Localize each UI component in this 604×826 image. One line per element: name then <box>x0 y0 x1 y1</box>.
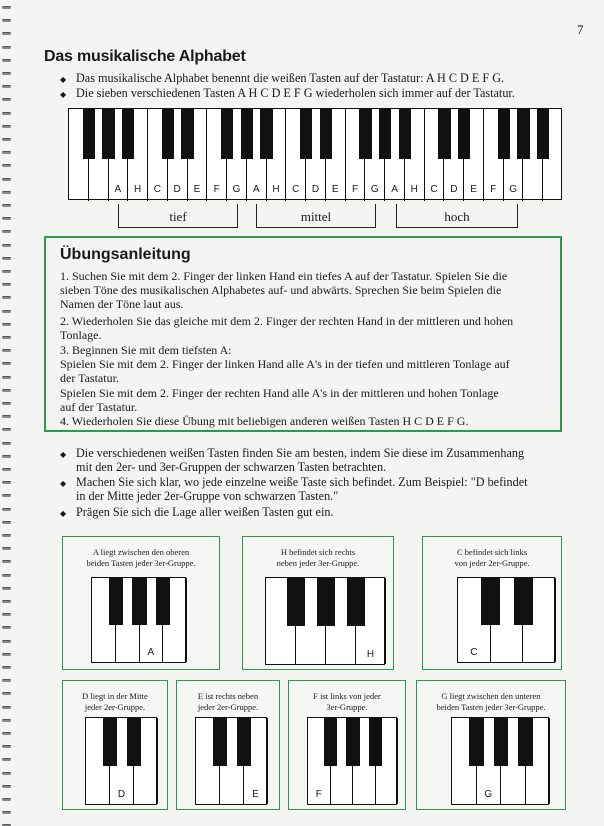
black-key <box>379 109 391 159</box>
spiral-ring <box>2 732 11 735</box>
spiral-ring <box>2 547 11 550</box>
black-key <box>359 109 371 159</box>
spiral-ring <box>2 772 11 775</box>
spiral-ring <box>2 376 11 379</box>
mini-key-label: H <box>366 649 375 660</box>
black-key <box>517 109 529 159</box>
diamond-bullet-icon: ◆ <box>60 509 67 518</box>
key-label: D <box>311 184 320 195</box>
exercise-line: sieben Töne des musikalischen Alphabetes auf- und abwärts. Sprechen Sie beim Spielen die <box>60 283 502 297</box>
mini-black-key <box>103 718 117 766</box>
spiral-ring <box>2 626 11 629</box>
key-label: E <box>470 184 477 195</box>
black-key <box>300 109 312 159</box>
key-label: A <box>252 184 260 195</box>
spiral-ring <box>2 494 11 497</box>
key-label: H <box>134 184 142 195</box>
exercise-box <box>44 236 562 432</box>
mini-black-key <box>132 578 146 625</box>
spiral-ring <box>2 296 11 299</box>
spiral-ring <box>2 389 11 392</box>
note-card-a: A liegt zwischen den oberen beiden Tasten jeder 3er-Gruppe. A <box>62 536 220 670</box>
range-low-bracket: tief <box>118 204 238 228</box>
key-label: E <box>193 184 201 195</box>
spiral-ring <box>2 481 11 484</box>
spiral-ring <box>2 428 11 431</box>
exercise-line: Tonlage. <box>60 328 102 342</box>
black-key <box>221 109 233 159</box>
diamond-bullet-icon: ◆ <box>60 75 67 84</box>
spiral-ring <box>2 257 11 260</box>
spiral-ring <box>2 745 11 748</box>
mini-black-key <box>287 578 305 626</box>
key-label: C <box>292 184 300 195</box>
spiral-ring <box>2 666 11 669</box>
piano-keyboard <box>68 108 562 200</box>
spiral-ring <box>2 310 11 313</box>
spiral-ring <box>2 6 11 9</box>
spiral-ring <box>2 178 11 181</box>
spiral-ring <box>2 349 11 352</box>
spiral-ring <box>2 402 11 405</box>
mini-key-label: A <box>147 647 155 658</box>
key-label: A <box>114 184 122 195</box>
exercise-line: 4. Wiederholen Sie diese Übung mit beliebigen anderen weißen Tasten H C D E F G. <box>60 414 469 428</box>
note-card-f: F ist links von jeder 3er-Gruppe. F <box>288 680 406 810</box>
spiral-ring <box>2 336 11 339</box>
mini-key-label: C <box>470 647 478 658</box>
key-label: F <box>490 184 497 195</box>
bullet-item: ◆ Die sieben verschiedenen Tasten A H C D E F G wiederholen sich immer auf der Tastatur. <box>60 86 515 100</box>
exercise-line: Spielen Sie mit dem 2. Finger der rechten Hand alle A's in der mittleren und hohen Tonlage <box>60 386 499 400</box>
note-card-g: G liegt zwischen den unteren beiden Tasten jeder 3er-Gruppe. G <box>416 680 566 810</box>
spiral-ring <box>2 270 11 273</box>
exercise-line: Namen der Töne laut aus. <box>60 297 184 311</box>
spiral-ring <box>2 204 11 207</box>
spiral-ring <box>2 415 11 418</box>
bullet-item: ◆ Das musikalische Alphabet benennt die weißen Tasten auf der Tastatur: A H C D E F G. <box>60 71 505 85</box>
page-title: Das musikalische Alphabet <box>44 48 246 65</box>
spiral-ring <box>2 125 11 128</box>
spiral-ring <box>2 706 11 709</box>
spiral-ring <box>2 59 11 62</box>
range-mid-bracket: mittel <box>256 204 376 228</box>
mini-black-key <box>127 718 141 766</box>
spiral-ring <box>2 758 11 761</box>
spiral-ring <box>2 811 11 814</box>
spiral-ring <box>2 362 11 365</box>
mini-keyboard <box>85 717 157 805</box>
black-key <box>122 109 134 159</box>
note-card-c: C befindet sich links von jeder 2er-Gruppe. C <box>422 536 562 670</box>
key-label: G <box>370 184 379 195</box>
key-label: H <box>410 184 418 195</box>
mini-black-key <box>346 718 360 766</box>
note-card-e: E ist rechts neben jeder 2er-Gruppe. E <box>176 680 280 810</box>
spiral-ring <box>2 468 11 471</box>
key-label: A <box>391 184 398 195</box>
mini-black-key <box>369 718 383 766</box>
mini-black-key <box>518 718 533 766</box>
mini-keyboard <box>91 577 186 663</box>
exercise-heading: Übungsanleitung <box>60 246 191 263</box>
mini-keyboard <box>265 577 385 665</box>
note-card-d: D liegt in der Mitte jeder 2er-Gruppe. D <box>62 680 168 810</box>
mini-black-key <box>514 578 534 625</box>
page-number: 7 <box>577 22 584 37</box>
black-key <box>438 109 450 159</box>
spiral-ring <box>2 283 11 286</box>
spiral-ring <box>2 560 11 563</box>
spiral-ring <box>2 98 11 101</box>
mini-black-key <box>109 578 123 625</box>
mini-key-label: G <box>484 789 493 800</box>
spiral-ring <box>2 138 11 141</box>
spiral-ring <box>2 719 11 722</box>
exercise-line: auf der Tastatur. <box>60 400 138 414</box>
mini-key-label: F <box>315 789 322 800</box>
spiral-ring <box>2 164 11 167</box>
black-key <box>320 109 332 159</box>
mini-black-key <box>324 718 338 766</box>
mini-black-key <box>213 718 227 766</box>
key-label: E <box>331 184 339 195</box>
spiral-ring <box>2 574 11 577</box>
black-key <box>537 109 549 159</box>
bullet-item: ◆ Die verschiedenen weißen Tasten finden Sie am besten, indem Sie diese im Zusammenhang mit den 2er- und 3er-Gruppen der schwarzen Tasten betrachten. <box>60 446 525 474</box>
spiral-ring <box>2 600 11 603</box>
range-high-bracket: hoch <box>396 204 518 228</box>
mini-black-key <box>494 718 509 766</box>
exercise-line: Spielen Sie mit dem 2. Finger der linken Hand alle A's in der tiefen und mittleren Tonlage auf <box>60 357 510 371</box>
black-key <box>399 109 411 159</box>
spiral-ring <box>2 692 11 695</box>
spiral-ring <box>2 230 11 233</box>
diamond-bullet-icon: ◆ <box>60 479 67 488</box>
exercise-line: 3. Beginnen Sie mit dem tiefsten A: <box>60 343 232 357</box>
key-label: F <box>213 184 220 195</box>
spiral-ring <box>2 32 11 35</box>
spiral-ring <box>2 534 11 537</box>
spiral-ring <box>2 191 11 194</box>
spiral-ring <box>2 244 11 247</box>
spiral-ring <box>2 521 11 524</box>
mini-key-label: E <box>252 789 259 800</box>
spiral-ring <box>2 72 11 75</box>
spiral-ring <box>2 455 11 458</box>
black-key <box>102 109 114 159</box>
spiral-ring <box>2 587 11 590</box>
black-key <box>83 109 95 159</box>
mini-key-label: D <box>117 789 126 800</box>
mini-black-key <box>481 578 501 625</box>
spiral-ring <box>2 785 11 788</box>
note-card-h: H befindet sich rechts neben jeder 3er-Gruppe. H <box>242 536 394 670</box>
spiral-ring <box>2 151 11 154</box>
spiral-ring <box>2 323 11 326</box>
spiral-ring <box>2 653 11 656</box>
spiral-ring <box>2 112 11 115</box>
mini-keyboard <box>307 717 397 805</box>
spiral-binding <box>0 0 14 826</box>
mini-keyboard <box>457 577 555 663</box>
mini-black-key <box>469 718 484 766</box>
spiral-ring <box>2 442 11 445</box>
bullet-item: ◆ Prägen Sie sich die Lage aller weißen Tasten gut ein. <box>60 505 334 519</box>
spiral-ring <box>2 46 11 49</box>
spiral-ring <box>2 19 11 22</box>
black-key <box>260 109 272 159</box>
spiral-ring <box>2 613 11 616</box>
bullet-item: ◆ Machen Sie sich klar, wo jede einzelne weiße Taste sich befindet. Zum Beispiel: "D befindet in der Mitte jeder 2er-Gruppe von schwarzen Tasten." <box>60 475 528 503</box>
spiral-ring <box>2 217 11 220</box>
black-key <box>241 109 253 159</box>
key-label: D <box>450 184 458 195</box>
diamond-bullet-icon: ◆ <box>60 90 67 99</box>
black-key <box>458 109 470 159</box>
diamond-bullet-icon: ◆ <box>60 450 67 459</box>
key-label: D <box>173 184 181 195</box>
key-label: H <box>272 184 280 195</box>
mini-keyboard <box>195 717 267 805</box>
key-label: F <box>351 184 359 195</box>
key-label: C <box>430 184 438 195</box>
exercise-line: 1. Suchen Sie mit dem 2. Finger der linken Hand ein tiefes A auf der Tastatur. Spielen Sie die <box>60 269 508 283</box>
spiral-ring <box>2 798 11 801</box>
exercise-line: 2. Wiederholen Sie das gleiche mit dem 2. Finger der rechten Hand in der mittleren und hohen <box>60 314 514 328</box>
spiral-ring <box>2 85 11 88</box>
key-label: G <box>509 184 517 195</box>
spiral-ring <box>2 640 11 643</box>
mini-black-key <box>347 578 365 626</box>
exercise-line: der Tastatur. <box>60 371 119 385</box>
mini-keyboard <box>451 717 549 805</box>
mini-black-key <box>317 578 335 626</box>
spiral-ring <box>2 508 11 511</box>
key-label: G <box>232 184 241 195</box>
black-key <box>181 109 193 159</box>
key-label: C <box>153 184 162 195</box>
mini-black-key <box>237 718 251 766</box>
spiral-ring <box>2 679 11 682</box>
black-key <box>162 109 174 159</box>
mini-black-key <box>156 578 170 625</box>
black-key <box>498 109 510 159</box>
